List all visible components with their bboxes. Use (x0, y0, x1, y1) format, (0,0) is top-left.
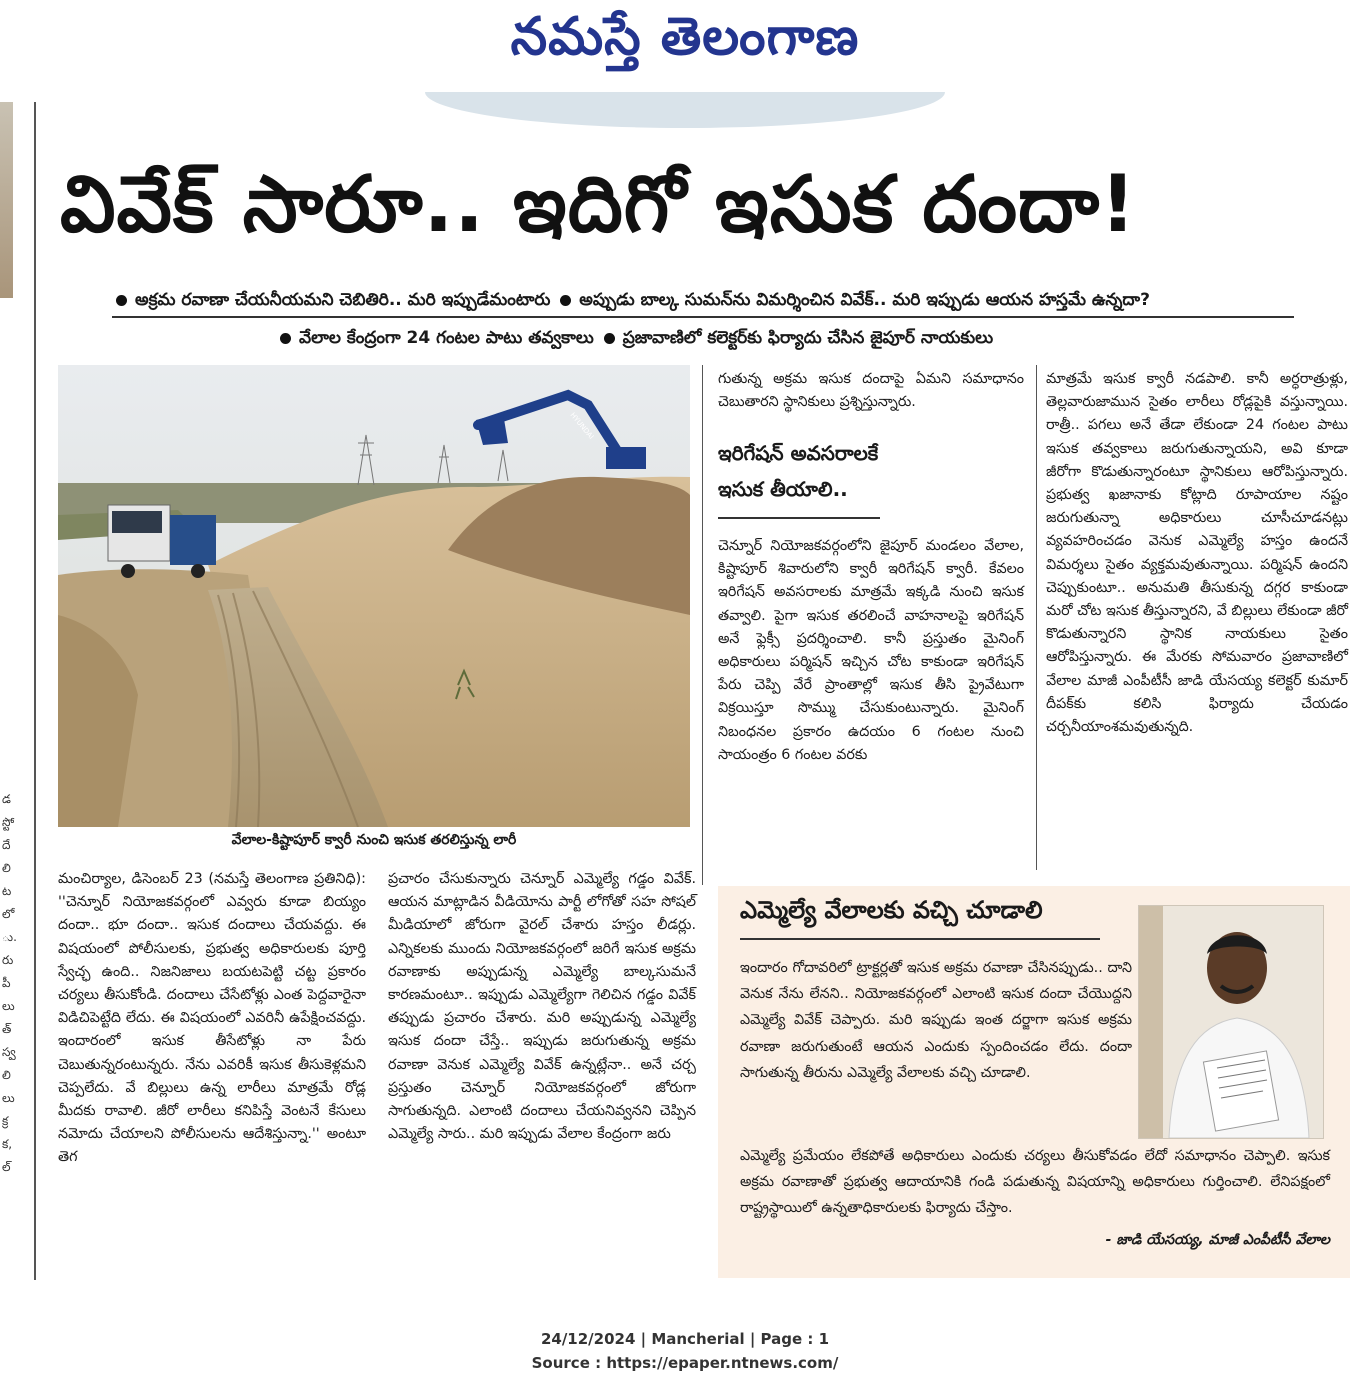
edge-fragment: లు (2, 1091, 15, 1105)
edge-fragment: ు. (2, 930, 17, 944)
cropped-neighbor-text (2, 788, 26, 1179)
edge-fragment: లి (2, 1068, 11, 1082)
bullet-icon (116, 295, 127, 306)
edge-fragment: త్ (2, 1022, 12, 1036)
edge-fragment: పీ (2, 976, 11, 990)
headline: వివేక్ సారూ.. ఇదిగో ఇసుక దందా! (60, 160, 1137, 250)
quote-box-text: ఇందారం గోదావరిలో ట్రాక్టర్లతో ఇసుక అక్రమ రవాణా చేసినప్పుడు.. దాని వెనుక నేను లేనని.. నియోజకవర్గంలో ఎలాంటి ఇసుక దందా చేయొద్దని ఎమ్మెల్యే వివేక్ చెప్పారు. మరి ఇప్పుడు ఇంత దర్జాగా ఇసుక అక్రమ రవాణా జరుగుతుంటే ఆయన ఎందుకు స్పందించడం లేదు. దందా సాగుతున్న తీరును ఎమ్మెల్యే వేలాలకు వచ్చి చూడాలి. (740, 960, 1132, 1081)
edge-fragment: స్వ (2, 1045, 16, 1059)
masthead-arc (425, 92, 945, 128)
bullet-icon (604, 333, 615, 344)
subheading-rule (718, 517, 880, 519)
edge-fragment: లో (2, 907, 15, 921)
edge-fragment: డ (2, 792, 11, 806)
cropped-photo (0, 102, 13, 298)
edge-fragment: రు (2, 953, 14, 967)
deck-item: వేలాల కేంద్రంగా 24 గంటల పాటు తవ్వకాలు (299, 328, 594, 348)
edge-fragment: లి (2, 861, 11, 875)
quote-box-title: ఎమ్మెల్యే వేలాలకు వచ్చి చూడాలి (740, 896, 1043, 924)
sand-quarry-illustration (58, 365, 690, 827)
left-column-rule (34, 102, 36, 1280)
bullet-icon (280, 333, 291, 344)
edge-fragment: క్ర (2, 1114, 9, 1128)
edge-fragment: క, (2, 1137, 13, 1151)
footer-date-line: 24/12/2024 | Mancherial | Page : 1 (540, 1330, 830, 1348)
photo-caption: వేలాల-కిష్టాపూర్ క్వారీ నుంచి ఇసుక తరలిస్తున్న లారీ (231, 832, 517, 848)
masthead: నమస్తే తెలంగాణ (510, 6, 860, 67)
edge-fragment: ల్ (2, 1160, 11, 1174)
edge-fragment: దే (2, 838, 11, 852)
deck-item: అప్పుడు బాల్క సుమన్‌ను విమర్శించిన వివేక్.. మరి ఇప్పుడు ఆయన హస్తమే ఉన్నదా? (579, 290, 1150, 310)
person-icon (1139, 906, 1323, 1138)
article-column-1: మంచిర్యాల, డిసెంబర్ 23 (నమస్తే తెలంగాణ ప్రతినిధి): ''చెన్నూర్ నియోజకవర్గంలో ఎవ్వరు కూడా బియ్యం దందా.. భూ దందా.. ఇసుక దందాలు చేయవద్దు. ఈ విషయంలో పోలీసులకు, ప్రభుత్వ అధికారులకు పూర్తి స్వేచ్ఛ ఉంది.. నిజనిజాలు బయటపెట్టి చట్ట ప్రకారం చర్యలు తీసుకోండి. దందాలు చేసేటోళ్లు ఎంత పెద్దవారైనా విడిచిపెట్టేది లేదు. ఈ విషయంలో ఎవరినీ ఉపేక్షించవద్దు. ఇందారంలో ఇసుక తీసేటోళ్లు నా పేరు చెబుతున్నరంటున్నరు. నేను ఎవరికీ ఇసుక తీసుకెళ్లమని చెప్పలేదు. వే బిల్లులు ఉన్న లారీలు మాత్రమే రోడ్ల మీదకు రావాలి. జీరో లారీలు కనిపిస్తే వెంటనే కేసులు నమోదు చేయాలని పోలీసులను ఆదేశిస్తున్నా.'' అంటూ తెగ (58, 871, 366, 1166)
edge-fragment: లు (2, 999, 15, 1013)
footer-source-line: Source : https://epaper.ntnews.com/ (531, 1354, 839, 1372)
edge-fragment: స్టో (2, 815, 15, 829)
quarry-photo (58, 365, 690, 827)
article-column-2: ప్రచారం చేసుకున్నారు చెన్నూర్ ఎమ్మెల్యే గడ్డం వివేక్. ఆయన మాట్లాడిన వీడియోను పార్టీ లోగోతో సహ సోషల్ మీడియాలో జోరుగా వైరల్ చేశారు హస్తం లీడర్లు. ఎన్నికలకు ముందు నియోజకవర్గంలో జరిగే ఇసుక అక్రమ రవాణాకు అప్పుడున్న ఎమ్మెల్యే బాల్కసుమనే కారణమంటూ.. ఇప్పుడు ఎమ్మెల్యేగా గెలిచిన గడ్డం వివేక్ తప్పుడు ప్రచారం చేశారు. మరి అప్పుడున్న ఎమ్మెల్యే ఇసుక దందా చేస్తే.. ఇప్పుడు జరుగుతున్న అక్రమ రవాణా వెనుక ఎమ్మెల్యే వివేక్ ఉన్నట్లేనా.. అనే చర్చ ప్రస్తుతం చెన్నూర్ నియోజకవర్గంలో జోరుగా సాగుతున్నది. ఎలాంటి దందాలు చేయనివ్వనని చెప్పిన ఎమ్మెల్యే సారు.. మరి ఇప్పుడు వేలాల కేంద్రంగా జరు (388, 871, 696, 1143)
quote-signature: - జాడి యేసయ్య, మాజీ ఎంపీటీసీ వేలాల (1105, 1232, 1330, 1248)
quote-title-rule (740, 938, 1100, 940)
deck-item: ప్రజావాణిలో కలెక్టర్‌కు ఫిర్యాదు చేసిన జైపూర్ నాయకులు (622, 328, 994, 348)
subheading: ఇరిగేషన్ అవసరాలకే ఇసుక తీయాలి.. (718, 441, 879, 501)
portrait-photo (1138, 905, 1324, 1139)
bullet-icon (560, 295, 571, 306)
deck-divider (112, 316, 1294, 318)
deck-line-2 (276, 328, 993, 352)
column-rule (1036, 365, 1037, 870)
deck-item: అక్రమ రవాణా చేయనీయమని చెబితిరి.. మరి ఇప్పుడేమంటారు (135, 290, 551, 310)
article-column-3: చెన్నూర్ నియోజకవర్గంలోని జైపూర్ మండలం వేలాల, కిష్టాపూర్ శివారులోని క్వారీ ఇరిగేషన్ క్వారీ. కేవలం ఇరిగేషన్ అవసరాలకు మాత్రమే ఇక్కడి నుంచి ఇసుక తవ్వాలి. పైగా ఇసుక తరలించే వాహనాలపై ఇరిగేషన్ అనే ఫ్లెక్సీ ప్రదర్శించాలి. కానీ ప్రస్తుతం మైనింగ్ అధికారులు పర్మిషన్ ఇచ్చిన చోట కాకుండా ఇరిగేషన్ పేరు చెప్పి వేరే ప్రాంతాల్లో ఇసుక తీసి ప్రైవేటుగా విక్రయిస్తూ సొమ్ము చేసుకుంటున్నారు. మైనింగ్ నిబంధనల ప్రకారం ఉదయం 6 గంటల నుంచి సాయంత్రం 6 గంటల వరకు (718, 538, 1024, 763)
deck-line-1 (112, 290, 1150, 314)
quote-box-text-wide: ఎమ్మెల్యే ప్రమేయం లేకపోతే అధికారులు ఎందుకు చర్యలు తీసుకోవడం లేదో సమాధానం చెప్పాలి. ఇసుక అక్రమ రవాణాతో ప్రభుత్వ ఆదాయానికి గండి పడుతున్న విషయాన్ని అధికారులు గుర్తించాలి. లేనిపక్షంలో రాష్ట్రస్థాయిలో ఉన్నతాధికారులకు ఫిర్యాదు చేస్తాం. (740, 1148, 1330, 1217)
column-rule (702, 365, 703, 885)
article-column-3-top: గుతున్న అక్రమ ఇసుక దందాపై ఏమని సమాధానం చెబుతారని స్థానికులు ప్రశ్నిస్తున్నారు. (718, 371, 1024, 411)
article-column-4: మాత్రమే ఇసుక క్వారీ నడపాలి. కానీ అర్ధరాత్రుళ్లు, తెల్లవారుజామున సైతం లారీలు రోడ్లపైకి వస్తున్నాయి. రాత్రీ.. పగలు అనే తేడా లేకుండా 24 గంటల పాటు ఇసుక తవ్వకాలు జరుగుతున్నాయని, అవి కూడా జీరోగా కొడుతున్నారంటూ స్థానికులు ఆరోపిస్తున్నారు. ప్రభుత్వ ఖజానాకు కోట్లాది రూపాయాల నష్టం జరుగుతున్నా అధికారులు చూసీచూడనట్లు వ్యవహరించడం వెనుక ఎమ్మెల్యే హస్తం ఉందనే విమర్శలు సైతం వ్యక్తమవుతున్నాయి. పర్మిషన్ ఉందని చెప్పుకుంటూ.. అనుమతి తీసుకున్న దగ్గర కాకుండా మరో చోట ఇసుక తీస్తున్నారని, వే బిల్లులు లేకుండా జీరో కొడుతున్నారని స్థానిక నాయకులు సైతం ఆరోపిస్తున్నారు. ఈ మేరకు సోమవారం ప్రజావాణిలో వేలాల మాజీ ఎంపీటీసీ జాడి యేసయ్య కలెక్టర్ కుమార్ దీపక్‌కు కలిసి ఫిర్యాదు చేయడం చర్చనీయాంశమవుతున్నది. (1046, 371, 1349, 736)
excavator-brand: HYUNDAI (568, 411, 596, 441)
edge-fragment: ట (2, 884, 12, 898)
